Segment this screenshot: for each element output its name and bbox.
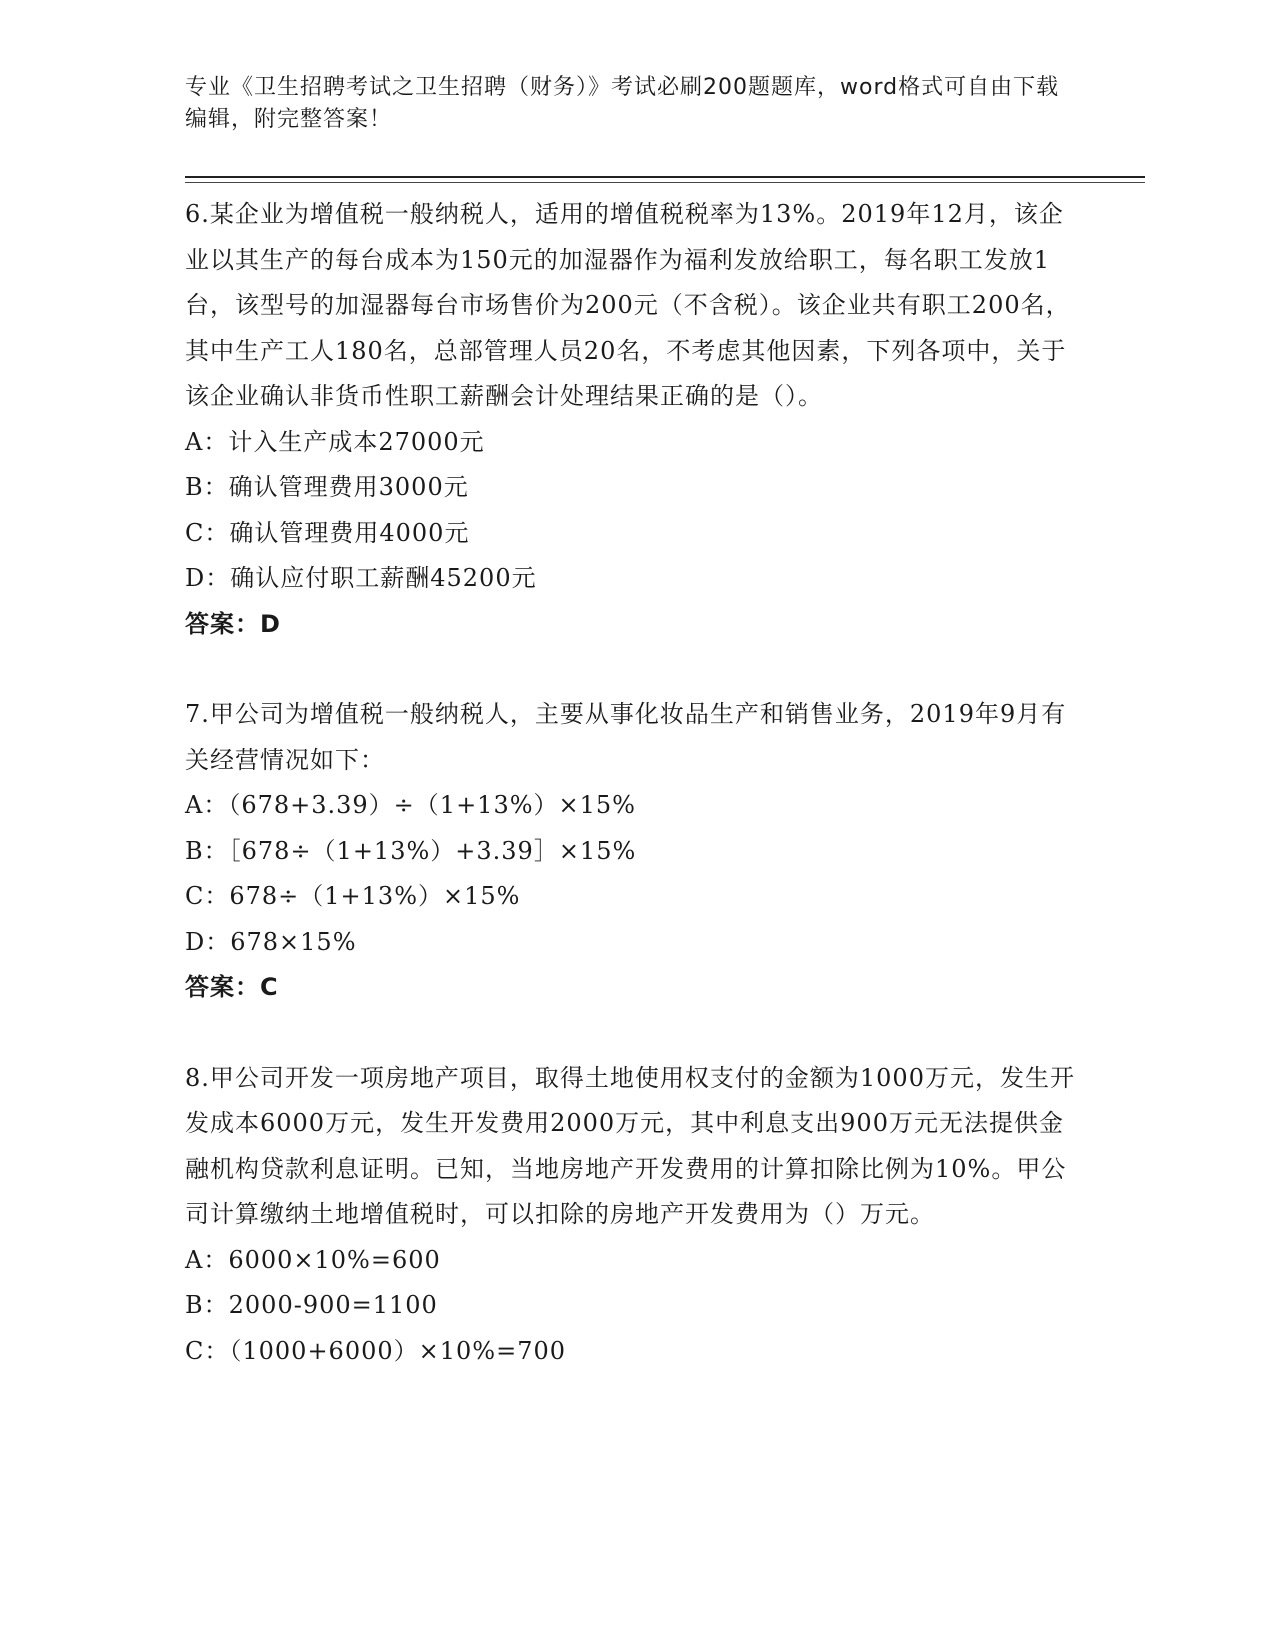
question-6 xyxy=(185,192,1085,647)
question-list xyxy=(185,192,1085,1374)
question-stem: 8.甲公司开发一项房地产项目，取得土地使用权支付的金额为1000万元，发生开发成本6000万元，发生开发费用2000万元，其中利息支出900万元无法提供金融机构贷款利息证明。已知，当地房地产开发费用的计算扣除比例为10%。甲公司计算缴纳土地增值税时，可以扣除的房地产开发费用为（）万元。 xyxy=(185,1063,1075,1228)
question-spacer xyxy=(185,647,1085,692)
question-stem: 7.甲公司为增值税一般纳税人，主要从事化妆品生产和销售业务，2019年9月有关经营情况如下： xyxy=(185,700,1067,774)
question-7 xyxy=(185,692,1085,1011)
question-spacer xyxy=(185,1011,1085,1056)
option-b: B：［678÷（1+13%）+3.39］×15% xyxy=(185,836,637,865)
option-a: A：6000×10%=600 xyxy=(185,1245,441,1274)
answer-label: 答案：D xyxy=(185,609,281,638)
header-divider-thin xyxy=(185,182,1145,183)
option-a: A：（678+3.39）÷（1+13%）×15% xyxy=(185,791,636,819)
header-divider-thick xyxy=(185,176,1145,178)
option-d: D：678×15% xyxy=(185,927,357,956)
option-c: C：678÷（1+13%）×15% xyxy=(185,882,521,910)
option-c: C：确认管理费用4000元 xyxy=(185,518,470,547)
option-b: B：2000-900=1100 xyxy=(185,1291,438,1319)
document-header: 专业《卫生招聘考试之卫生招聘（财务）》考试必刷200题题库，word格式可自由下载编辑，附完整答案！ xyxy=(185,75,1060,132)
option-a: A：计入生产成本27000元 xyxy=(185,427,485,456)
answer-label: 答案：C xyxy=(185,973,279,1001)
option-b: B：确认管理费用3000元 xyxy=(185,473,469,501)
option-c: C：（1000+6000）×10%=700 xyxy=(185,1336,566,1365)
question-stem: 6.某企业为增值税一般纳税人，适用的增值税税率为13%。2019年12月，该企业以其生产的每台成本为150元的加湿器作为福利发放给职工，每名职工发放1台，该型号的加湿器每台市场售价为200元（不含税）。该企业共有职工200名，其中生产工人180名，总部管理人员20名，不考虑其他因素，下列各项中，关于该企业确认非货币性职工薪酬会计处理结果正确的是（）。 xyxy=(185,200,1071,410)
option-d: D：确认应付职工薪酬45200元 xyxy=(185,564,537,592)
question-8 xyxy=(185,1056,1085,1375)
